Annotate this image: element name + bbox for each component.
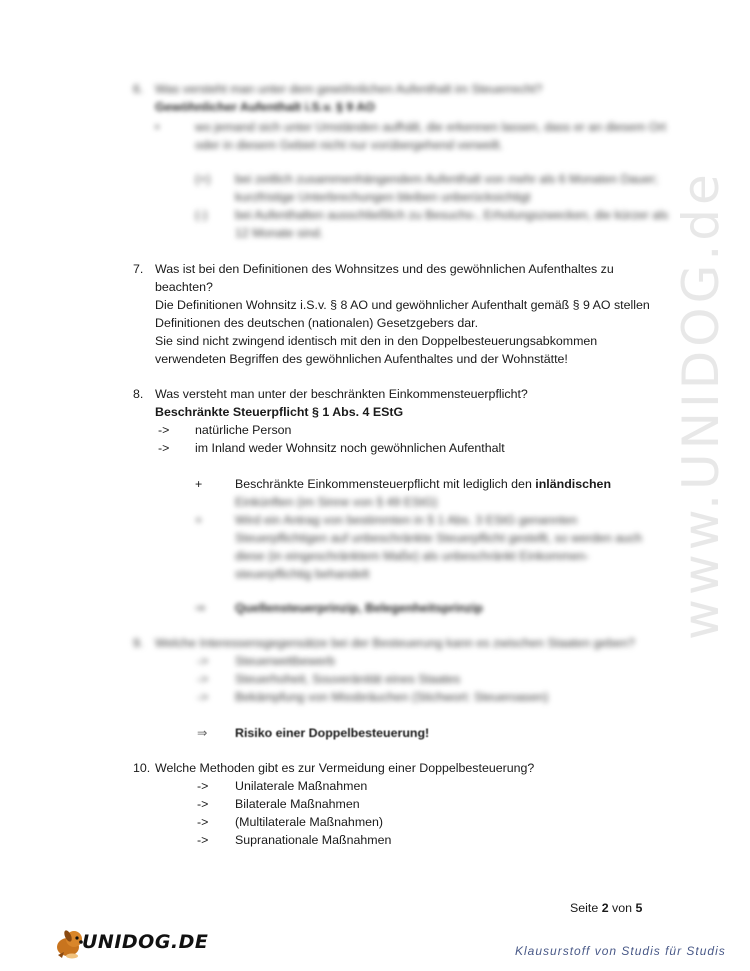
page-number xyxy=(570,901,642,915)
q8-result: Quellensteuerprinzip, Belegenheitsprinzip xyxy=(235,601,483,615)
q7-number: 7. xyxy=(133,262,144,276)
q6-sub2-line1: bei Aufenthalten ausschließlich zu Besuchs-, Erholungszwecken, die kürzer als xyxy=(235,208,669,222)
q8-plus2-line4: steuerpflichtig behandelt xyxy=(235,567,370,581)
q9-result: Risiko einer Doppelbesteuerung! xyxy=(235,726,430,740)
q6-heading: Gewöhnlicher Aufenthalt i.S.v. § 9 AO xyxy=(155,100,375,114)
q10-arrow-4: -> xyxy=(197,833,209,847)
q7-line6: verwendeten Begriffen des gewöhnlichen Aufenthaltes und der Wohnstätte! xyxy=(155,352,568,366)
q10-item2: Bilaterale Maßnahmen xyxy=(235,797,360,811)
q9-question: Welche Interessensgegensätze bei der Besteuerung kann es zwischen Staaten geben? xyxy=(155,636,635,650)
q8-heading: Beschränkte Steuerpflicht § 1 Abs. 4 EStG xyxy=(155,405,404,419)
q10-arrow-2: -> xyxy=(197,797,209,811)
q8-plus-line2: Einkünften (im Sinne von § 49 EStG) xyxy=(235,495,438,509)
q9-arrow-1: -> xyxy=(197,654,209,668)
page-mid: von xyxy=(608,901,636,915)
q9-arrow-2: -> xyxy=(197,672,209,686)
logo-text: UNIDOG.DE xyxy=(82,931,209,953)
q8-plus2-line3: diese (in eingeschränktem Maße) als unbeschränkt Einkommen- xyxy=(235,549,589,563)
q6-sub1-marker: (+) xyxy=(195,172,211,186)
q6-sub2-line2: 12 Monate sind. xyxy=(235,226,324,240)
q8-plus-line1-b: inländischen xyxy=(535,477,612,491)
q8-arrow-2: -> xyxy=(158,441,170,455)
q10-question: Welche Methoden gibt es zur Vermeidung einer Doppelbesteuerung? xyxy=(155,761,535,775)
q8-plus-marker: + xyxy=(195,477,203,491)
q9-result-marker: ⇒ xyxy=(197,726,208,740)
q10-arrow-3: -> xyxy=(197,815,209,829)
page-current: 2 xyxy=(601,901,609,915)
q9-number: 9. xyxy=(133,636,144,650)
q6-question: Was versteht man unter dem gewöhnlichen Aufenthalt im Steuerrecht? xyxy=(155,82,543,96)
q6-sub1-line2: kurzfristige Unterbrechungen bleiben unberücksichtigt xyxy=(235,190,531,204)
q7-line2: beachten? xyxy=(155,280,213,294)
q8-plus-line1 xyxy=(235,475,611,493)
q9-item3: Bekämpfung von Missbräuchen (Stichwort: Steueroasen) xyxy=(235,690,549,704)
q8-item1: natürliche Person xyxy=(195,423,292,437)
q7-line3: Die Definitionen Wohnsitz i.S.v. § 8 AO und gewöhnlicher Aufenthalt gemäß § 9 AO stellen xyxy=(155,298,650,312)
q7-line5: Sie sind nicht zwingend identisch mit den in den Doppelbesteuerungsabkommen xyxy=(155,334,598,348)
q6-bullet-marker: • xyxy=(155,120,160,134)
q6-bullet-line1: wo jemand sich unter Umständen aufhält, die erkennen lassen, dass er an diesem Ort xyxy=(195,120,667,134)
q6-number: 6. xyxy=(133,82,144,96)
q9-item1: Steuerwettbewerb xyxy=(235,654,335,668)
q7-line1: Was ist bei den Definitionen des Wohnsitzes und des gewöhnlichen Aufenthaltes zu xyxy=(155,262,614,276)
q10-item1: Unilaterale Maßnahmen xyxy=(235,779,368,793)
q8-number: 8. xyxy=(133,387,144,401)
q6-sub2-marker: (-) xyxy=(195,208,208,222)
q9-arrow-3: -> xyxy=(197,690,209,704)
q10-number: 10. xyxy=(133,761,151,775)
page-prefix: Seite xyxy=(570,901,602,915)
q8-plus2-marker: + xyxy=(195,513,203,527)
unidog-logo xyxy=(52,925,209,961)
q7-line4: Definitionen des deutschen (nationalen) Gesetzgebers dar. xyxy=(155,316,479,330)
q8-item2: im Inland weder Wohnsitz noch gewöhnlichen Aufenthalt xyxy=(195,441,505,455)
q6-sub1-line1: bei zeitlich zusammenhängendem Aufenthalt von mehr als 6 Monaten Dauer; xyxy=(235,172,658,186)
q8-question: Was versteht man unter der beschränkten Einkommensteuerpflicht? xyxy=(155,387,528,401)
q8-result-marker: ⇒ xyxy=(195,601,206,615)
watermark-text: www.UNIDOG.de xyxy=(672,170,730,640)
q8-arrow-1: -> xyxy=(158,423,170,437)
q10-item4: Supranationale Maßnahmen xyxy=(235,833,392,847)
q10-item3: (Multilaterale Maßnahmen) xyxy=(235,815,384,829)
q8-plus2-line1: Wird ein Antrag von bestimmten in § 1 Abs. 3 EStG genannten xyxy=(235,513,578,527)
footer-tagline: Klausurstoff von Studis für Studis xyxy=(515,944,726,958)
q10-arrow-1: -> xyxy=(197,779,209,793)
q8-plus-line1-a: Beschränkte Einkommensteuerpflicht mit lediglich den xyxy=(235,477,536,491)
page-total: 5 xyxy=(635,901,643,915)
q6-bullet-line2: oder in diesem Gebiet nicht nur vorübergehend verweilt. xyxy=(195,138,503,152)
q8-plus2-line2: Steuerpflichtigen auf unbeschränkte Steuerpflicht gestellt, so werden auch xyxy=(235,531,643,545)
q9-item2: Steuerhoheit, Souveränität eines Staates xyxy=(235,672,461,686)
